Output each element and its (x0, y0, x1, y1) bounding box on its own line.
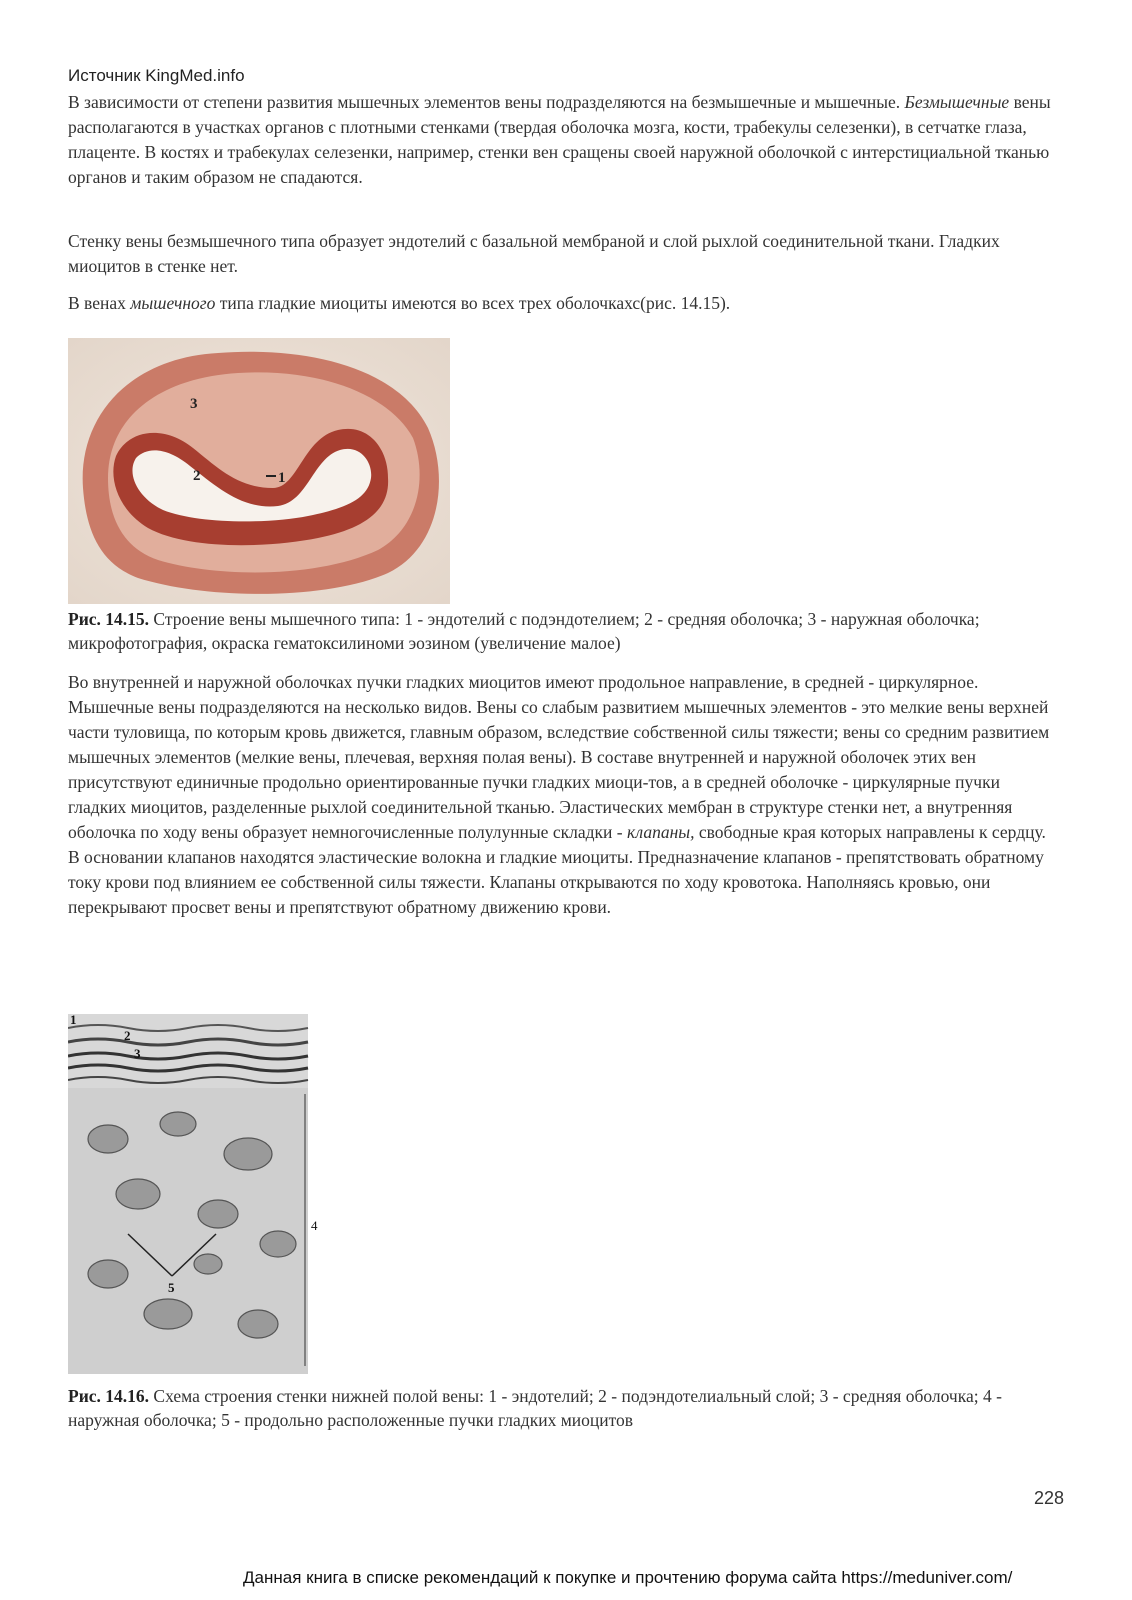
p4-term: клапаны, (626, 822, 695, 842)
figure1-label-1: 1 (278, 470, 286, 486)
p4-text-b: свободные края которых направлены к сердцу. В основании клапанов находятся эластические волокна и гладкие миоциты. Предназначение клапанов - препятствовать обратному току крови под влиянием ее собственной силы тяжести. Клапаны открываются по ходу кровотока. Наполняясь кровью, они перекрывают просвет вены и препятствуют обратному движению крови. (68, 822, 1046, 917)
caption1-text: Строение вены мышечного типа: 1 - эндотелий с подэндотелием; 2 - средняя оболочка; 3 - наружная оболочка; микрофотография, окраска гематоксилиноми эозином (увеличение малое) (68, 609, 980, 653)
p4-text-a: Во внутренней и наружной оболочках пучки гладких миоцитов имеют продольное направление, в средней - циркулярное. Мышечные вены подразделяются на несколько видов. Вены со слабым развитием мышечных элементов - это мелкие вены верхней части туловища, по которым кровь движется, главным образом, вследствие собственной силы тяжести; вены со средним развитием мышечных элементов (мелкие вены, плечевая, верхняя полая вены). В составе внутренней и наружной оболочек этих вен присутствуют единичные продольно ориентированные пучки гладких миоци-тов, а в средней оболочке - циркулярные пучки гладких миоцитов, разделенные рыхлой соединительной тканью. Эластических мембран в структуре стенки нет, а внутренняя оболочка по ходу вены образует немногочисленные полулунные складки - (68, 672, 1050, 842)
page-number: 228 (1034, 1488, 1065, 1508)
paragraph-muscular-vein-types (68, 670, 1058, 920)
caption-figure-14-16 (68, 1384, 1058, 1432)
p3-text-a: В венах (68, 293, 131, 313)
caption1-label: Рис. 14.15. (68, 609, 150, 629)
figure-vein-micrograph (68, 338, 450, 604)
figure2-label-5: 5 (168, 1280, 175, 1295)
p1-text-b: вены располагаются в участках органов с плотными стенками (твердая оболочка мозга, кости, трабекулы селезенки), в сетчатке глаза, плаценте. В костях и трабекулах селезенки, например, стенки вен сращены своей наружной оболочкой с интерстициальной тканью органов и таким образом не спадаются. (68, 92, 1051, 187)
source-header: Источник KingMed.info (68, 66, 245, 85)
figure1-label-2: 2 (193, 468, 201, 484)
footer-note: Данная книга в списке рекомендаций к покупке и прочтению форума сайта https://meduniver.com/ (243, 1568, 1013, 1587)
paragraph-nonmuscular-wall: Стенку вены безмышечного типа образует эндотелий с базальной мембраной и слой рыхлой соединительной ткани. Гладких миоцитов в стенке нет. (68, 231, 1000, 276)
paragraph-muscular-veins (68, 291, 1058, 316)
figure2-label-4: 4 (311, 1218, 318, 1233)
figure2-label-2: 2 (124, 1028, 131, 1043)
p3-text-b: типа гладкие миоциты имеются во всех трех оболочкахс(рис. 14.15). (215, 293, 731, 313)
caption2-label: Рис. 14.16. (68, 1386, 150, 1406)
caption2-text: Схема строения стенки нижней полой вены: 1 - эндотелий; 2 - подэндотелиальный слой; 3 - средняя оболочка; 4 - наружная оболочка; 5 - продольно расположенные пучки гладких миоцитов (68, 1386, 1002, 1430)
figure2-label-3: 3 (134, 1046, 141, 1061)
p1-term: Безмышечные (904, 92, 1010, 112)
p1-text-a: В зависимости от степени развития мышечных элементов вены подразделяются на безмышечные и мышечные. (68, 92, 905, 112)
caption-figure-14-15 (68, 607, 1058, 655)
p3-term: мышечного (130, 293, 216, 313)
figure2-label-1: 1 (70, 1014, 77, 1027)
figure1-label-3: 3 (190, 396, 198, 412)
figure-vena-cava-wall (68, 1014, 330, 1374)
paragraph-vein-classification (68, 90, 1058, 190)
